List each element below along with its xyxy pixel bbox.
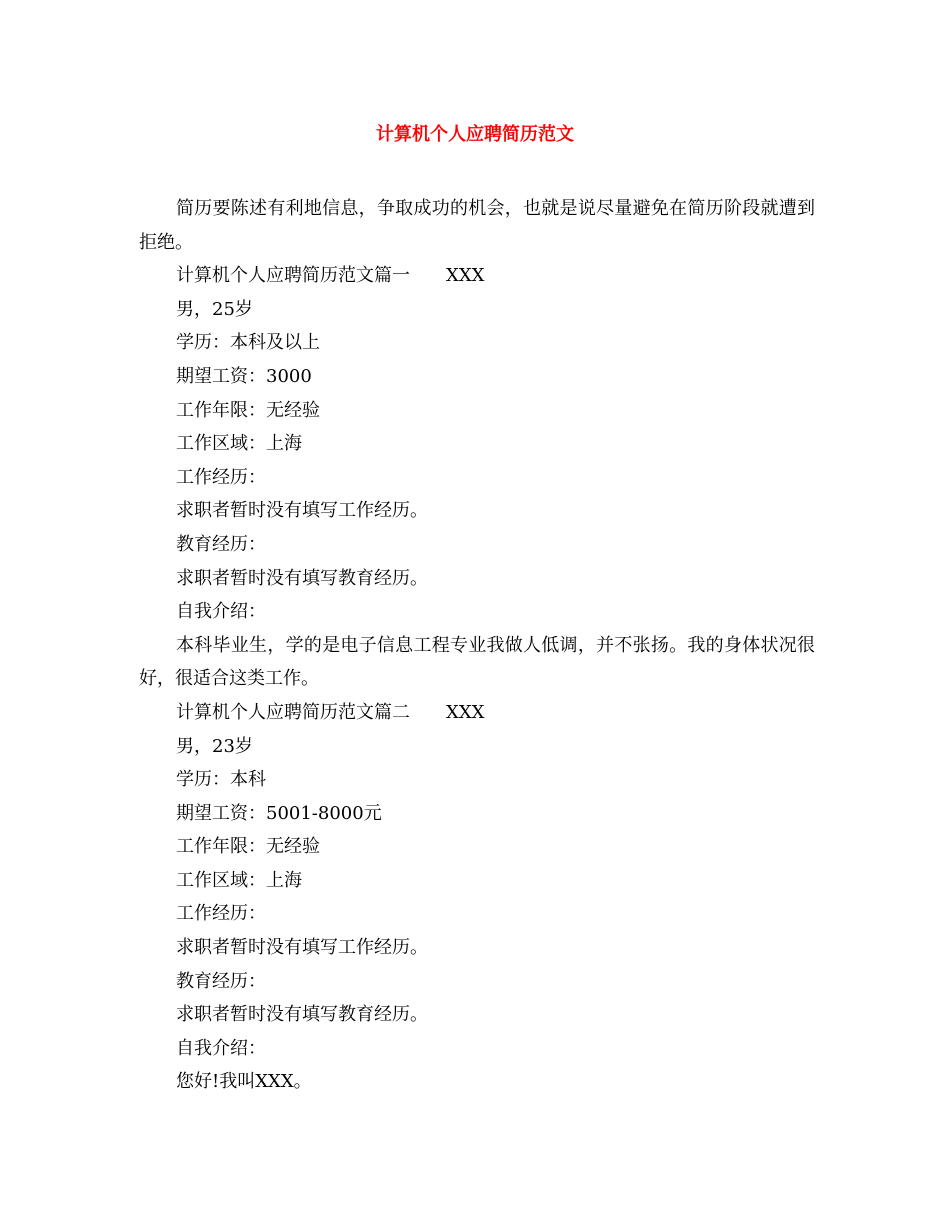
paragraph: 求职者暂时没有填写教育经历。 bbox=[176, 1004, 428, 1026]
paragraph: 工作区域：上海 bbox=[176, 869, 302, 891]
paragraph: 男，25岁 bbox=[176, 298, 253, 320]
document-body bbox=[139, 192, 815, 1099]
paragraph: 简历要陈述有利地信息，争取成功的机会，也就是说尽量避免在简历阶段就遭到拒绝。 bbox=[139, 198, 815, 253]
paragraph: 教育经历： bbox=[176, 533, 266, 555]
document-title: 计算机个人应聘简历范文 bbox=[376, 124, 574, 145]
section-heading-resume-1: 计算机个人应聘简历范文篇一 XXX bbox=[176, 265, 485, 287]
paragraph: 工作年限：无经验 bbox=[176, 399, 320, 421]
paragraph: 自我介绍： bbox=[176, 1037, 266, 1059]
paragraph: 求职者暂时没有填写工作经历。 bbox=[176, 937, 428, 959]
paragraph: 学历：本科及以上 bbox=[176, 332, 320, 354]
paragraph: 求职者暂时没有填写工作经历。 bbox=[176, 500, 428, 522]
paragraph: 学历：本科 bbox=[176, 769, 266, 791]
paragraph: 本科毕业生，学的是电子信息工程专业我做人低调，并不张扬。我的身体状况很好，很适合这类工作。 bbox=[139, 634, 815, 690]
paragraph: 期望工资：5001-8000元 bbox=[176, 802, 382, 824]
paragraph: 工作区域：上海 bbox=[176, 433, 302, 455]
paragraph: 您好!我叫XXX。 bbox=[176, 1071, 312, 1093]
section-heading-resume-2: 计算机个人应聘简历范文篇二 XXX bbox=[176, 701, 485, 723]
paragraph: 教育经历： bbox=[176, 970, 266, 992]
paragraph: 工作年限：无经验 bbox=[176, 836, 320, 858]
paragraph: 工作经历： bbox=[176, 903, 266, 925]
paragraph: 工作经历： bbox=[176, 466, 266, 488]
paragraph: 求职者暂时没有填写教育经历。 bbox=[176, 567, 428, 589]
paragraph: 自我介绍： bbox=[176, 601, 266, 623]
paragraph: 男，23岁 bbox=[176, 735, 253, 757]
paragraph: 期望工资：3000 bbox=[176, 365, 312, 387]
